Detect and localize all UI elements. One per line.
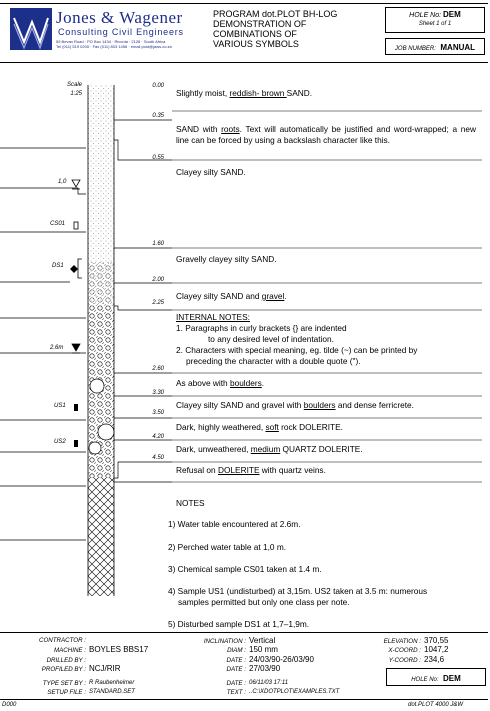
description-9: Dark, unweathered, medium QUARTZ DOLERITE. bbox=[176, 444, 363, 454]
job-number-label: JOB NUMBER: bbox=[394, 46, 436, 52]
company-contact: Tel (011) 519 0200 · Fax (011) 803 1456 · email post@jaws.co.za bbox=[56, 44, 172, 49]
description-2: SAND with roots. Text will automatically be justified and word-wrapped; a new line can be forced by using a backslash character like this. bbox=[176, 124, 476, 145]
diam-value: 150 mm bbox=[249, 645, 278, 654]
description-7: Clayey silty SAND and gravel with boulders and dense ferricrete. bbox=[176, 400, 414, 410]
description-4: Gravelly clayey silty SAND. bbox=[176, 254, 277, 264]
typeset-value: R Raubenheimer bbox=[89, 680, 135, 686]
ycoord-label: Y-COORD : bbox=[388, 657, 421, 664]
depth-2: 0.55 bbox=[152, 155, 164, 161]
scale-label: Scale bbox=[66, 82, 82, 88]
diam-label: DIAM : bbox=[227, 647, 246, 654]
date2-label: DATE : bbox=[226, 666, 246, 673]
depth-7: 3.30 bbox=[152, 390, 164, 396]
company-name: Jones & Wagener bbox=[56, 8, 183, 27]
machine-label: MACHINE : bbox=[54, 647, 86, 654]
note-2: 2) Perched water table at 1,0 m. bbox=[168, 542, 287, 552]
note-4: 4) Sample US1 (undisturbed) at 3,15m. US2 taken at 3.5 m: numerous bbox=[168, 586, 428, 596]
description-5: Clayey silty SAND and gravel. bbox=[176, 291, 287, 301]
description-8: Dark, highly weathered, soft rock DOLERITE. bbox=[176, 422, 343, 432]
sample-label-perched: 1,0 bbox=[58, 179, 67, 185]
hole-no-value: DEM bbox=[443, 10, 461, 19]
program-line-1: PROGRAM dot.PLOT BH-LOG bbox=[213, 9, 338, 19]
description-10: Refusal on DOLERITE with quartz veins. bbox=[176, 465, 326, 475]
depth-0: 0.00 bbox=[152, 83, 164, 89]
xcoord-label: X-COORD : bbox=[388, 647, 421, 654]
sample-label-us1: US1 bbox=[54, 403, 66, 409]
date1-value: 24/03/90-26/03/90 bbox=[249, 655, 314, 664]
company-address: 59 Bevan Road · PO Box 1434 · Rivonia · 2128 · South Africa bbox=[56, 39, 166, 44]
text-value: ..C:\XDOTPLOT\EXAMPLES.TXT bbox=[249, 689, 340, 695]
program-line-3: COMBINATIONS OF bbox=[213, 29, 297, 39]
date1-label: DATE : bbox=[226, 657, 246, 664]
bottom-left-code: D000 bbox=[2, 702, 17, 708]
description-1: Slightly moist, reddish- brown SAND. bbox=[176, 88, 313, 98]
drilled-label: DRILLED BY : bbox=[46, 657, 86, 664]
description-6: As above with boulders. bbox=[176, 378, 265, 388]
bottom-right-code: dot.PLOT 4000 J&W bbox=[408, 702, 464, 708]
internal-notes-title: INTERNAL NOTES: bbox=[176, 312, 250, 322]
depth-5: 2.25 bbox=[152, 300, 164, 306]
company-subtitle: Consulting Civil Engineers bbox=[58, 27, 184, 37]
contractor-label: CONTRACTOR : bbox=[39, 637, 86, 644]
footer-hole-no-value: DEM bbox=[443, 674, 461, 683]
date3-value: 06/11/03 17:11 bbox=[249, 680, 289, 686]
water-table-icon bbox=[72, 344, 80, 351]
setup-value: STANDARD.SET bbox=[89, 689, 135, 695]
job-number-value: MANUAL bbox=[440, 43, 476, 52]
internal-note-2: 2. Characters with special meaning, eg. tilde (~) can be printed by bbox=[176, 345, 418, 355]
profiled-value: NCJ/RIR bbox=[89, 664, 121, 673]
inclination-label: INCLINATION : bbox=[203, 638, 246, 645]
sheet-label: Sheet 1 of 1 bbox=[418, 21, 452, 27]
depth-9: 4.20 bbox=[152, 434, 164, 440]
date3-label: DATE : bbox=[226, 680, 246, 687]
typeset-label: TYPE SET BY : bbox=[42, 680, 86, 687]
date2-value: 27/03/90 bbox=[249, 664, 281, 673]
perched-water-table-icon bbox=[72, 180, 80, 187]
footer-hole-no-label: HOLE No: bbox=[411, 677, 439, 683]
sample-label-cs01: CS01 bbox=[50, 221, 66, 227]
ycoord-value: 234,6 bbox=[424, 655, 445, 664]
elevation-value: 370,55 bbox=[424, 636, 449, 645]
depth-8: 3.50 bbox=[152, 410, 164, 416]
internal-note-2b: preceding the character with a double quote ("). bbox=[186, 356, 361, 366]
note-5: 5) Disturbed sample DS1 at 1,7–1,9m. bbox=[168, 619, 310, 629]
text-label: TEXT : bbox=[226, 689, 246, 696]
internal-notes bbox=[176, 312, 474, 367]
hole-no-label: HOLE No: bbox=[409, 12, 442, 19]
internal-note-1b: to any desired level of indentation. bbox=[208, 334, 334, 344]
xcoord-value: 1047,2 bbox=[424, 645, 449, 654]
sample-label-us2: US2 bbox=[54, 439, 66, 445]
inclination-value: Vertical bbox=[249, 636, 276, 645]
profiled-label: PROFILED BY : bbox=[41, 666, 86, 673]
depth-4: 2.00 bbox=[152, 277, 164, 283]
program-line-4: VARIOUS SYMBOLS bbox=[213, 39, 299, 49]
note-4b: samples permitted but only one class per note. bbox=[178, 597, 350, 607]
footer-rule bbox=[0, 632, 488, 633]
description-3: Clayey silty SAND. bbox=[176, 167, 246, 177]
elevation-label: ELEVATION : bbox=[383, 638, 421, 645]
scale-value: 1:25 bbox=[70, 91, 82, 97]
bottom-rule bbox=[0, 699, 488, 700]
program-line-2: DEMONSTRATION OF bbox=[213, 19, 307, 29]
sample-label-ds1: DS1 bbox=[52, 263, 64, 269]
machine-value: BOYLES BBS17 bbox=[89, 645, 149, 654]
sample-label-watertable: 2.6m bbox=[50, 345, 64, 351]
setup-label: SETUP FILE : bbox=[47, 689, 86, 696]
depth-10: 4.50 bbox=[152, 455, 164, 461]
depth-6: 2.60 bbox=[152, 366, 164, 372]
internal-note-1: 1. Paragraphs in curly brackets {} are indented bbox=[176, 323, 347, 333]
notes-title: NOTES bbox=[176, 498, 205, 508]
footer-hole-no-box bbox=[386, 668, 486, 686]
note-1: 1) Water table encountered at 2.6m. bbox=[168, 519, 301, 529]
depth-3: 1.60 bbox=[152, 241, 164, 247]
note-3: 3) Chemical sample CS01 taken at 1.4 m. bbox=[168, 564, 322, 574]
depth-1: 0.35 bbox=[152, 113, 164, 119]
